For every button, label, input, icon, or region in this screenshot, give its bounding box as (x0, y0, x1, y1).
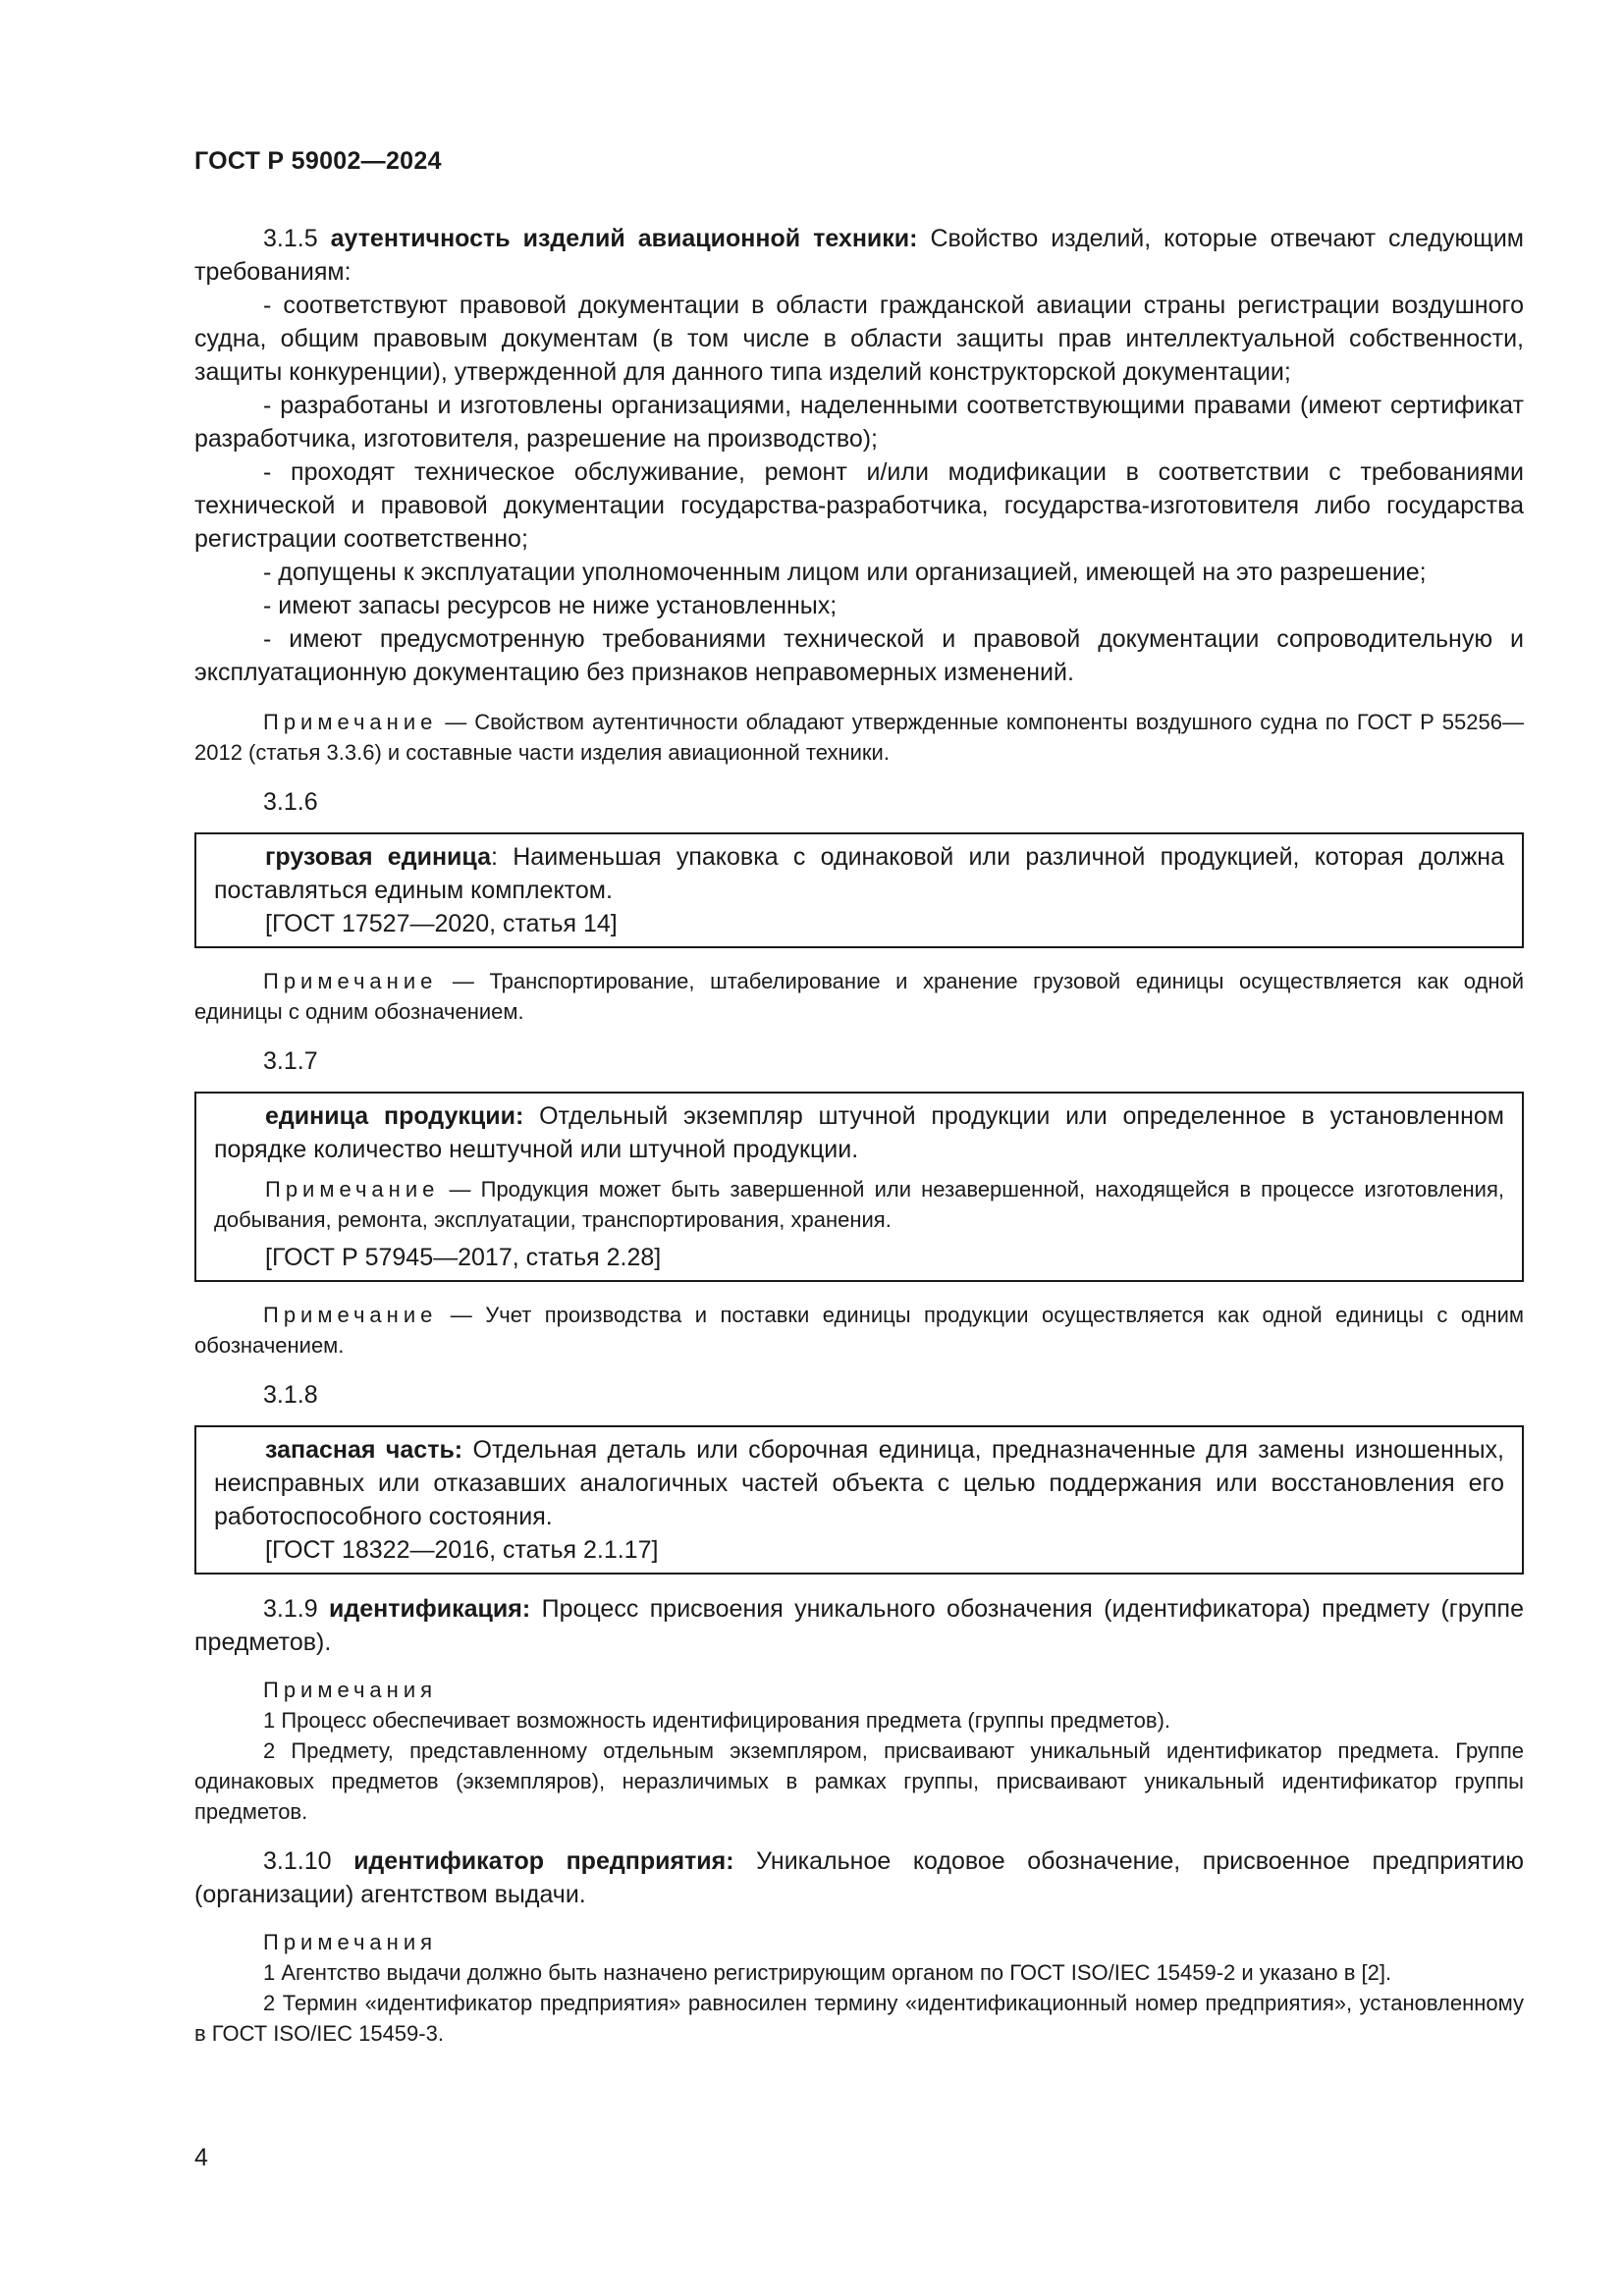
inner-note (214, 1174, 1504, 1235)
term-definition: : Наименьшая упаковка с одинаковой или различной продукцией, которая должна поставляться единым комплектом. (214, 843, 1505, 904)
list-item: - разработаны и изготовлены организациями, наделенными соответствующими правами (имеют сертификат разработчика, изготовителя, разрешение на производство); (194, 392, 1524, 453)
term-definition: Процесс присвоения уникального обозначения (идентификатора) предмету (группе предметов). (194, 1595, 1525, 1656)
document-header: ГОСТ Р 59002—2024 (194, 147, 442, 175)
list-item: - имеют предусмотренную требованиями технической и правовой документации сопроводительную и эксплуатационную документацию без признаков неправомерных изменений. (194, 625, 1524, 686)
list-item: - допущены к эксплуатации уполномоченным лицом или организацией, имеющей на это разрешение; (263, 559, 1427, 586)
term-number: 3.1.9 (263, 1595, 318, 1623)
notes-label: Примечания (263, 1930, 438, 1954)
term-reference: [ГОСТ 17527—2020, статья 14] (265, 910, 618, 937)
term-number-3-1-6: 3.1.6 (263, 788, 318, 816)
note-text: — Транспортирование, штабелирование и хранение грузовой единицы осуществляется как одной единицы с одним обозначением. (194, 969, 1524, 1024)
note-label: Примечание (263, 969, 438, 993)
page-number: 4 (194, 2144, 208, 2171)
note-text: — Учет производства и поставки единицы продукции осуществляется как одной единицы с одним обозначением. (194, 1303, 1524, 1358)
term-reference: [ГОСТ 18322—2016, статья 2.1.17] (265, 1536, 659, 1564)
note (194, 707, 1524, 768)
term-3-1-7 (214, 1099, 1504, 1166)
note-item: 2 Предмету, представленному отдельным экземпляром, присваивают уникальный идентификатор предмета. Группе одинаковых предметов (экземпляров), неразличимых в рамках группы, присваивают уникальный идентификатор группы предметов. (194, 1738, 1524, 1824)
term-3-1-8 (214, 1433, 1504, 1533)
note (194, 1300, 1524, 1361)
notes-label: Примечания (263, 1678, 438, 1702)
term-3-1-10 (194, 1844, 1524, 1911)
term-definition: Отдельный экземпляр штучной продукции или определенное в установленном порядке количество нештучной или штучной продукции. (214, 1102, 1504, 1163)
note-label: Примечание (263, 1303, 438, 1327)
term-3-1-9 (194, 1592, 1524, 1659)
term-box-3-1-8 (194, 1425, 1524, 1575)
term-definition: Уникальное кодовое обозначение, присвоенное предприятию (организации) агентством выдачи. (194, 1847, 1524, 1908)
note-label: Примечание (263, 710, 438, 734)
note-text: — Свойством аутентичности обладают утвержденные компоненты воздушного судна по ГОСТ Р 55256—2012 (статья 3.3.6) и составные части изделия авиационной техники. (194, 710, 1524, 765)
note (194, 966, 1524, 1027)
term-definition: Свойство изделий, которые отвечают следующим требованиям: (194, 225, 1524, 286)
list-item: - проходят техническое обслуживание, ремонт и/или модификации в соответствии с требованиями технической и правовой документации государства-разработчика, государства-изготовителя либо государства регистрации соответственно; (194, 458, 1524, 553)
document-body (194, 222, 1524, 2049)
note-item: 2 Термин «идентификатор предприятия» равносилен термину «идентификационный номер предприятия», установленному в ГОСТ ISO/IEC 15459-3. (194, 1991, 1524, 2046)
term-reference: [ГОСТ Р 57945—2017, статья 2.28] (265, 1244, 662, 1271)
term-number: 3.1.5 (263, 225, 318, 252)
term-box-3-1-7 (194, 1092, 1524, 1282)
term-number: 3.1.10 (263, 1847, 332, 1875)
term-title: грузовая единица (265, 843, 492, 871)
term-number-3-1-8: 3.1.8 (263, 1381, 318, 1409)
note-label: Примечание (265, 1177, 440, 1201)
term-title: единица продукции: (265, 1102, 524, 1130)
term-3-1-6 (214, 840, 1504, 907)
term-box-3-1-6 (194, 832, 1524, 948)
term-number-3-1-7: 3.1.7 (263, 1047, 318, 1075)
term-title: идентификация: (329, 1595, 531, 1623)
term-3-1-5 (194, 222, 1524, 289)
term-title: аутентичность изделий авиационной техники: (330, 225, 918, 252)
list-item: - имеют запасы ресурсов не ниже установленных; (263, 592, 838, 619)
note-item: 1 Процесс обеспечивает возможность идентифицирования предмета (группы предметов). (263, 1708, 1171, 1733)
list-item: - соответствуют правовой документации в области гражданской авиации страны регистрации воздушного судна, общим правовым документам (в том числе в области защиты прав интеллектуальной собственности, защиты конкуренции), утвержденной для данного типа изделий конструкторской документации; (194, 292, 1524, 386)
term-title: запасная часть: (265, 1436, 463, 1464)
term-definition: Отдельная деталь или сборочная единица, предназначенные для замены изношенных, неисправных или отказавших аналогичных частей объекта с целью поддержания или восстановления его работоспособного состояния. (214, 1436, 1504, 1530)
note-item: 1 Агентство выдачи должно быть назначено регистрирующим органом по ГОСТ ISO/IEC 15459-2 и указано в [2]. (263, 1960, 1392, 1985)
term-title: идентификатор предприятия: (353, 1847, 734, 1875)
note-text: — Продукция может быть завершенной или незавершенной, находящейся в процессе изготовления, добывания, ремонта, эксплуатации, транспортирования, хранения. (214, 1177, 1504, 1232)
